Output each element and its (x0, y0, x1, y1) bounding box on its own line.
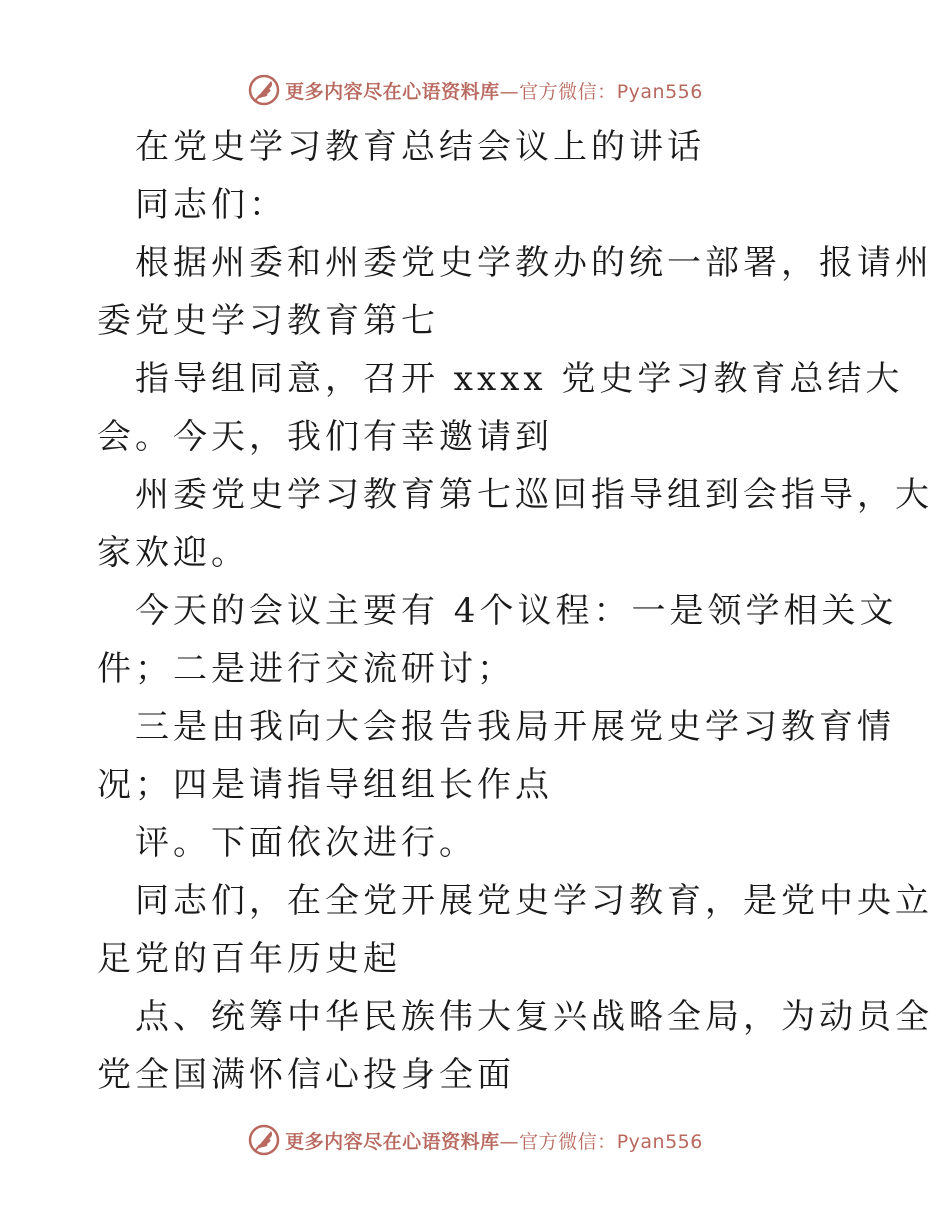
watermark-text: 更多内容尽在心语资料库—官方微信：Pyan556 (285, 80, 703, 103)
text-line: 家欢迎。 (97, 533, 249, 573)
text-line: 州委党史学习教育第七巡回指导组到会指导，大 (135, 475, 933, 515)
text-line: 足党的百年历史起 (97, 939, 401, 979)
text-line: 委党史学习教育第七 (97, 301, 439, 341)
text-line: 评。下面依次进行。 (135, 823, 477, 863)
watermark-text: 更多内容尽在心语资料库—官方微信：Pyan556 (285, 1130, 703, 1153)
salutation: 同志们： (135, 185, 287, 225)
text-line: 今天的会议主要有 4个议程：一是领学相关文 (135, 591, 898, 631)
text-line: 况；四是请指导组组长作点 (97, 765, 553, 805)
feather-logo-icon (247, 1123, 281, 1157)
text-line: 指导组同意，召开 xxxx 党史学习教育总结大 (135, 359, 904, 399)
feather-logo-icon (247, 73, 281, 107)
document-body (97, 118, 933, 1104)
watermark-footer (0, 1120, 950, 1160)
text-line: 三是由我向大会报告我局开展党史学习教育情 (135, 707, 895, 747)
watermark-header (0, 70, 950, 110)
text-line: 点、统筹中华民族伟大复兴战略全局，为动员全 (135, 997, 933, 1037)
doc-title: 在党史学习教育总结会议上的讲话 (135, 127, 705, 167)
text-line: 件；二是进行交流研讨； (97, 649, 515, 689)
text-line: 同志们，在全党开展党史学习教育，是党中央立 (135, 881, 933, 921)
text-line: 会。今天，我们有幸邀请到 (97, 417, 553, 457)
text-line: 党全国满怀信心投身全面 (97, 1055, 515, 1095)
text-line: 根据州委和州委党史学教办的统一部署，报请州 (135, 243, 933, 283)
